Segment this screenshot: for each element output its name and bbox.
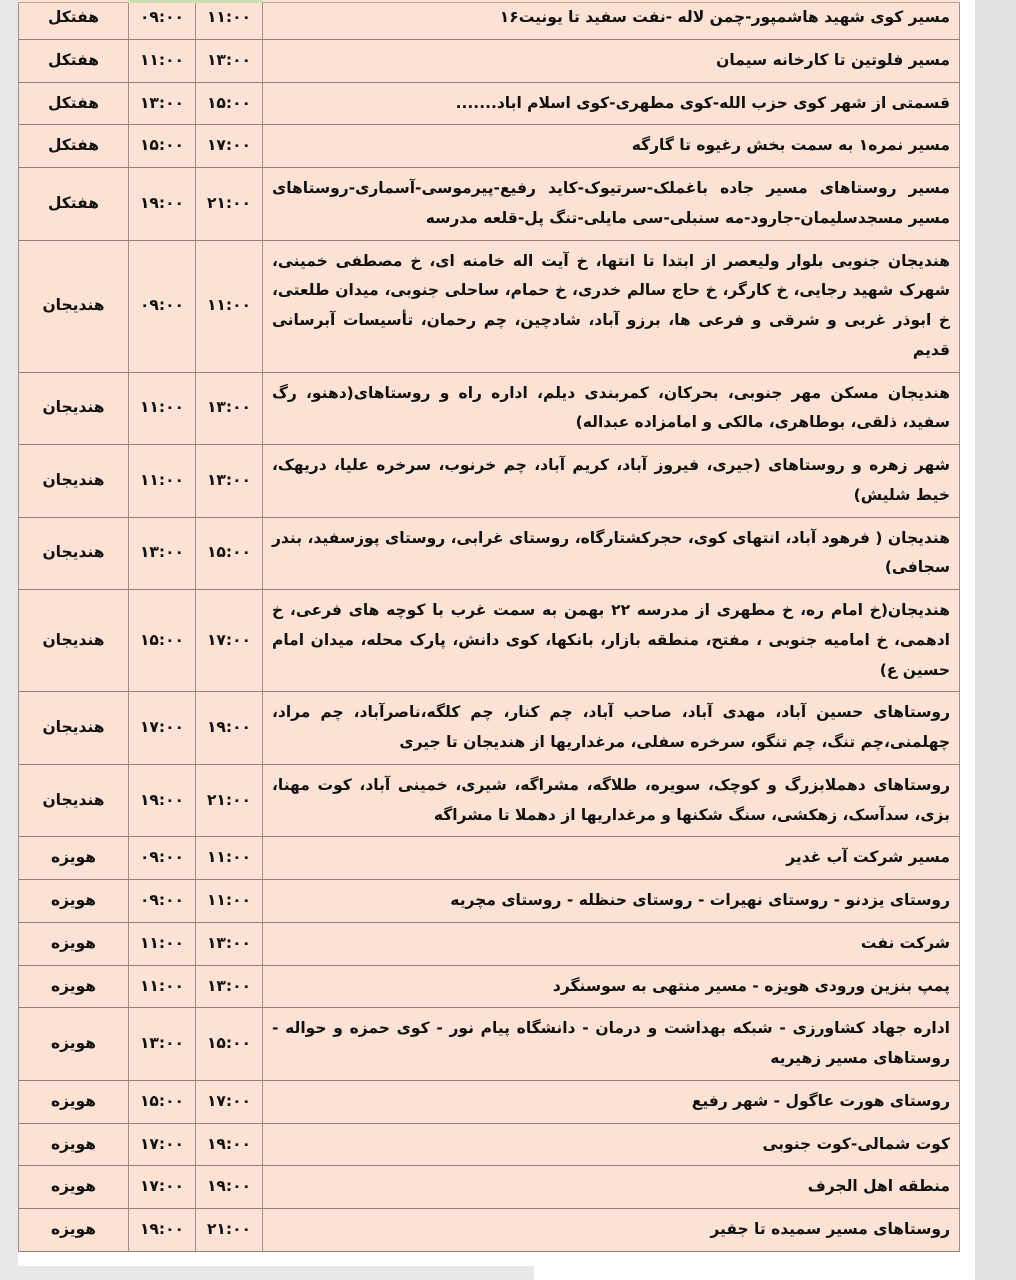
cell-city: هفتکل [19, 82, 129, 125]
table-row [19, 240, 960, 372]
cell-time-from: ۱۱:۰۰ [129, 445, 196, 518]
cell-outage-description: قسمتی از شهر کوی حزب الله-کوی مطهری-کوی اسلام اباد....... [263, 82, 960, 125]
cell-time-from: ۱۵:۰۰ [129, 590, 196, 692]
cell-outage-description: مسیر فلوتین تا کارخانه سیمان [263, 39, 960, 82]
cell-time-to: ۱۷:۰۰ [196, 1080, 263, 1123]
table-row [19, 372, 960, 445]
cell-time-to: ۱۳:۰۰ [196, 965, 263, 1008]
cell-time-from: ۱۷:۰۰ [129, 692, 196, 765]
table-row [19, 1080, 960, 1123]
table-row [19, 692, 960, 765]
cell-time-to: ۲۱:۰۰ [196, 764, 263, 837]
cell-time-from: ۱۹:۰۰ [129, 1209, 196, 1252]
cell-outage-description: هندیجان ( فرهود آباد، انتهای کوی، حجرکشتارگاه، روستای غرابی، روستای پوزسفید، بندر سجافی) [263, 517, 960, 590]
cell-outage-description: منطقه اهل الجرف [263, 1166, 960, 1209]
table-row [19, 590, 960, 692]
table-row [19, 965, 960, 1008]
cell-city: هندیجان [19, 517, 129, 590]
cell-time-to: ۱۳:۰۰ [196, 922, 263, 965]
cell-city: هویزه [19, 880, 129, 923]
cell-time-to: ۲۱:۰۰ [196, 1209, 263, 1252]
bottom-left-gutter [18, 1266, 534, 1280]
cell-outage-description: روستای هورت عاگول - شهر رفیع [263, 1080, 960, 1123]
sliver-time-cell-from [195, 0, 262, 3]
table-row [19, 39, 960, 82]
table-row [19, 1209, 960, 1252]
cell-time-to: ۱۱:۰۰ [196, 0, 263, 39]
cell-outage-description: پمپ بنزین ورودی هویزه - مسیر منتهی به سوسنگرد [263, 965, 960, 1008]
cell-city: هندیجان [19, 764, 129, 837]
cell-time-from: ۱۱:۰۰ [129, 372, 196, 445]
table-row [19, 837, 960, 880]
cell-time-from: ۰۹:۰۰ [129, 837, 196, 880]
cell-city: هفتکل [19, 168, 129, 241]
cell-time-from: ۱۱:۰۰ [129, 965, 196, 1008]
cell-outage-description: هندیجان جنوبی بلوار ولیعصر از ابتدا تا انتها، خ آیت اله خامنه ای، خ مصطفی خمینی، شهرک شهید رجایی، خ کارگر، خ حاج سالم خدری، خ حمام، ساحلی جنوبی، میدان طلعتی، خ ابوذر غربی و شرقی و فرعی ها، برزو آباد، شادچین، چم رحمان، تأسیسات آبرسانی قدیم [263, 240, 960, 372]
cell-time-from: ۱۷:۰۰ [129, 1123, 196, 1166]
cell-time-to: ۱۹:۰۰ [196, 1123, 263, 1166]
cell-city: هویزه [19, 965, 129, 1008]
outage-schedule-table [18, 0, 960, 1252]
cell-time-from: ۱۹:۰۰ [129, 168, 196, 241]
cell-time-to: ۱۱:۰۰ [196, 240, 263, 372]
cell-city: هویزه [19, 1123, 129, 1166]
cell-time-from: ۱۱:۰۰ [129, 39, 196, 82]
cell-city: هندیجان [19, 445, 129, 518]
cell-city: هندیجان [19, 692, 129, 765]
cell-outage-description: روستاهای مسیر سمیده تا جفیر [263, 1209, 960, 1252]
cell-city: هویزه [19, 1209, 129, 1252]
cell-outage-description: مسیر کوی شهید هاشمپور-چمن لاله -نفت سفید تا یونیت۱۶ [263, 0, 960, 39]
table-row [19, 82, 960, 125]
cell-city: هویزه [19, 1008, 129, 1081]
cell-time-from: ۱۳:۰۰ [129, 82, 196, 125]
cell-time-to: ۱۹:۰۰ [196, 1166, 263, 1209]
cell-city: هفتکل [19, 0, 129, 39]
cell-outage-description: مسیر شرکت آب غدیر [263, 837, 960, 880]
cell-time-to: ۱۵:۰۰ [196, 517, 263, 590]
cell-outage-description: روستای یزدنو - روستای نهیرات - روستای حنظله - روستای مچریه [263, 880, 960, 923]
cell-time-to: ۱۳:۰۰ [196, 372, 263, 445]
cell-time-from: ۱۱:۰۰ [129, 922, 196, 965]
cell-outage-description: اداره جهاد کشاورزی - شبکه بهداشت و درمان - دانشگاه پیام نور - کوی حمزه و حواله - روستاهای مسیر زهیریه [263, 1008, 960, 1081]
table-row [19, 1166, 960, 1209]
cell-time-from: ۰۹:۰۰ [129, 0, 196, 39]
cell-outage-description: مسیر روستاهای مسیر جاده باغملک-سرتیوک-کاید رفیع-پیرموسی-آسماری-روستاهای مسیر مسجدسلیمان-جارود-مه سنبلی-سی مایلی-تنگ پل-قلعه مدرسه [263, 168, 960, 241]
cell-time-to: ۱۳:۰۰ [196, 445, 263, 518]
cell-city: هندیجان [19, 590, 129, 692]
cell-time-from: ۱۹:۰۰ [129, 764, 196, 837]
table-row [19, 880, 960, 923]
cell-outage-description: شرکت نفت [263, 922, 960, 965]
cell-time-from: ۱۳:۰۰ [129, 1008, 196, 1081]
table-row [19, 125, 960, 168]
cell-outage-description: شهر زهره و روستاهای (جیری، فیروز آباد، کریم آباد، چم خرنوب، سرخره علیا، دریهک، خیط شلیش) [263, 445, 960, 518]
table-body [19, 0, 960, 1251]
cell-time-to: ۲۱:۰۰ [196, 168, 263, 241]
table-row [19, 1008, 960, 1081]
cell-time-to: ۱۳:۰۰ [196, 39, 263, 82]
table-row [19, 168, 960, 241]
cell-time-to: ۱۱:۰۰ [196, 837, 263, 880]
table-row [19, 445, 960, 518]
cell-time-to: ۱۷:۰۰ [196, 125, 263, 168]
cell-time-from: ۱۵:۰۰ [129, 1080, 196, 1123]
cell-city: هندیجان [19, 240, 129, 372]
cell-outage-description: کوت شمالی-کوت جنوبی [263, 1123, 960, 1166]
cell-outage-description: مسیر نمره۱ به سمت بخش رغیوه تا گارگه [263, 125, 960, 168]
cell-time-from: ۱۵:۰۰ [129, 125, 196, 168]
cell-city: هویزه [19, 1166, 129, 1209]
sliver-time-cell-to [128, 0, 195, 3]
cell-outage-description: هندیجان مسکن مهر جنوبی، بحرکان، کمربندی دیلم، اداره راه و روستاهای(دهنو، رگ سفید، ذلقی، بوطاهری، مالکی و امامزاده عبداله) [263, 372, 960, 445]
cell-city: هفتکل [19, 125, 129, 168]
cell-time-from: ۰۹:۰۰ [129, 240, 196, 372]
table-row [19, 517, 960, 590]
cell-time-to: ۱۵:۰۰ [196, 1008, 263, 1081]
cell-time-from: ۰۹:۰۰ [129, 880, 196, 923]
table-row [19, 1123, 960, 1166]
cell-outage-description: هندیجان(خ امام ره، خ مطهری از مدرسه ۲۲ بهمن به سمت غرب با کوچه های فرعی، خ ادهمی، خ امامیه جنوبی ، مفتح، منطقه بازار، بانکها، کوی دانش، پارک محله، میدان امام حسین ع) [263, 590, 960, 692]
right-gutter [975, 0, 1016, 1280]
cell-outage-description: روستاهای حسین آباد، مهدی آباد، صاحب آباد، چم کنار، چم کلگه،ناصرآباد، چم مراد، چهلمنی،چم تنگ، چم تنگو، سرخره سفلی، مرغداریها از هندیجان تا جیری [263, 692, 960, 765]
cell-city: هندیجان [19, 372, 129, 445]
cell-city: هویزه [19, 837, 129, 880]
cell-time-to: ۱۷:۰۰ [196, 590, 263, 692]
clipped-row-sliver [18, 0, 960, 3]
table-row [19, 764, 960, 837]
table-row [19, 0, 960, 39]
cell-city: هویزه [19, 922, 129, 965]
cell-time-from: ۱۷:۰۰ [129, 1166, 196, 1209]
cell-time-to: ۱۵:۰۰ [196, 82, 263, 125]
cell-time-from: ۱۳:۰۰ [129, 517, 196, 590]
cell-time-to: ۱۱:۰۰ [196, 880, 263, 923]
cell-city: هویزه [19, 1080, 129, 1123]
table-row [19, 922, 960, 965]
cell-city: هفتکل [19, 39, 129, 82]
cell-outage-description: روستاهای دهملابزرگ و کوچک، سویره، طلاگه، مشراگه، شیری، خمینی آباد، کوت مهنا، بزی، سدآسک، زهکشی، سنگ شکنها و مرغداریها از دهملا تا مشراگه [263, 764, 960, 837]
cell-time-to: ۱۹:۰۰ [196, 692, 263, 765]
